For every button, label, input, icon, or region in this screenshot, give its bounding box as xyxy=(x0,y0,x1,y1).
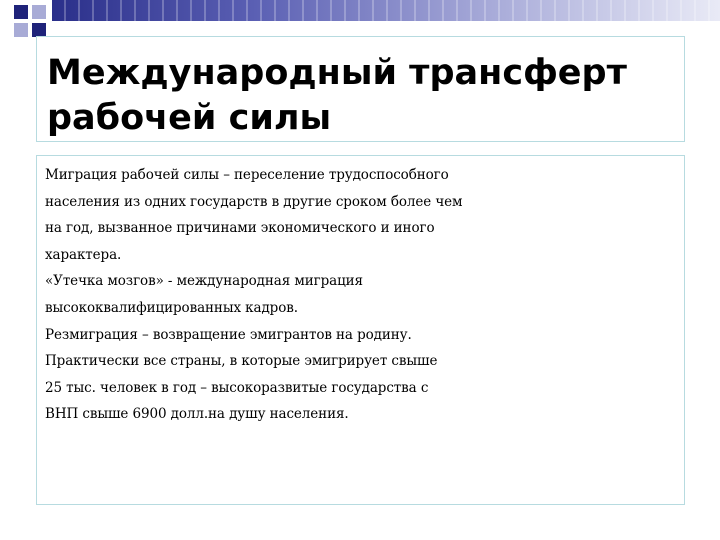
body-line: Практически все страны, в которые эмигрирует свыше xyxy=(45,353,438,370)
body-line: Миграция рабочей силы – переселение трудоспособного xyxy=(45,167,449,183)
decor-square xyxy=(32,5,46,19)
decor-square xyxy=(14,5,28,19)
body-line: характера. xyxy=(45,246,122,263)
body-line: населения из одних государств в другие сроком более чем xyxy=(45,193,463,210)
slide-title xyxy=(47,51,627,141)
content-placeholder xyxy=(36,155,685,505)
body-text xyxy=(45,162,462,428)
body-line: «Утечка мозгов» - международная миграция xyxy=(45,273,363,290)
decor-square xyxy=(32,23,46,37)
title-line: рабочей силы xyxy=(47,98,332,138)
decor-square xyxy=(14,23,28,37)
body-line: 25 тыс. человек в год – высокоразвитые государства с xyxy=(45,379,429,396)
body-line: Резмиграция – возвращение эмигрантов на родину. xyxy=(45,326,412,343)
title-line: Международный трансферт xyxy=(47,53,627,93)
header-gradient-bar xyxy=(52,0,720,21)
body-line: на год, вызванное причинами экономического и иного xyxy=(45,220,435,237)
body-line: ВНП свыше 6900 долл.на душу населения. xyxy=(45,406,349,423)
title-placeholder xyxy=(36,36,685,142)
body-line: высококвалифицированных кадров. xyxy=(45,299,298,316)
